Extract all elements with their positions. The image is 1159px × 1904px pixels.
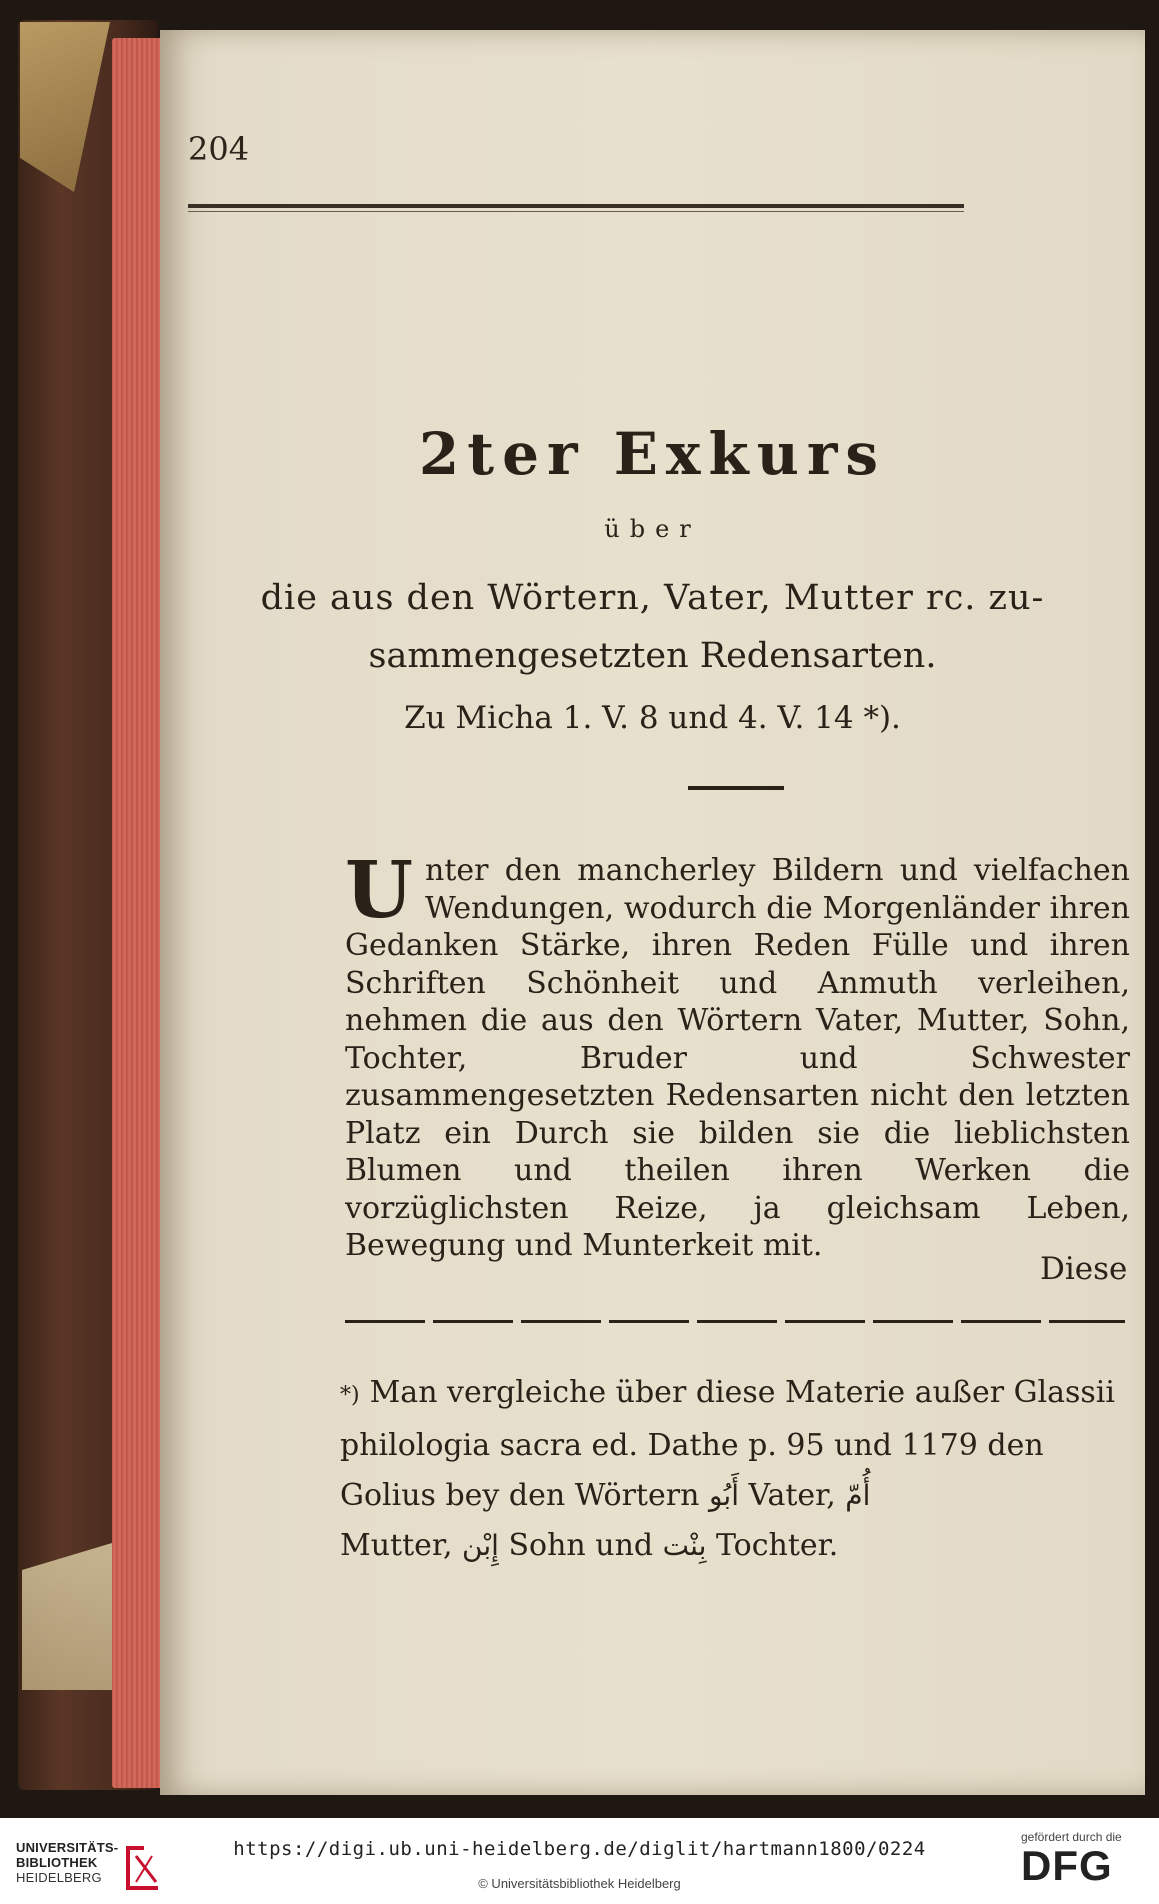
arabic-word-father: أَبُو xyxy=(708,1479,739,1512)
footnote-text-4c: Tochter. xyxy=(715,1528,839,1563)
footnote-text-4b: Sohn und xyxy=(508,1528,654,1563)
dfg-logo[interactable] xyxy=(1021,1830,1141,1888)
header-rule xyxy=(188,204,964,208)
chapter-subtitle-line2: sammengesetzten Redensarten. xyxy=(368,636,937,676)
arabic-word-daughter: بِنْت xyxy=(662,1529,707,1562)
drop-cap: U xyxy=(345,845,414,936)
chapter-reference: Zu Micha 1. V. 8 und 4. V. 14 *). xyxy=(404,700,901,736)
page-number: 204 xyxy=(188,130,250,168)
logo-text-1: UNIVERSITÄTS- xyxy=(16,1840,119,1855)
chapter-subtitle-about: über xyxy=(604,515,701,543)
chapter-subtitle-line1: die aus den Wörtern, Vater, Mutter rc. zu- xyxy=(260,578,1045,618)
footnote-line-1 xyxy=(340,1368,1130,1421)
footnote-text-3a: Golius bey den Wörtern xyxy=(340,1478,700,1513)
chapter-title: 2ter Exkurs xyxy=(418,420,887,488)
header-rule-thin xyxy=(188,211,964,212)
footnote-text-3b: Vater, xyxy=(748,1478,836,1513)
footnote-marker: *) xyxy=(340,1383,360,1408)
main-paragraph xyxy=(345,845,1130,1265)
footnote-line-4 xyxy=(340,1521,1130,1571)
footnote-rule xyxy=(345,1320,1125,1323)
catchword: Diese xyxy=(1040,1251,1128,1287)
permalink-url[interactable]: https://digi.ub.uni-heidelberg.de/diglit/hartmann1800/0224 xyxy=(233,1838,926,1860)
footnote-text-4a: Mutter, xyxy=(340,1528,453,1563)
footnote-text-1: Man vergleiche über diese Materie außer Glassii xyxy=(369,1375,1115,1410)
page-edges xyxy=(112,38,164,1788)
funded-by-label: gefördert durch die xyxy=(1021,1830,1122,1844)
paragraph-text: nter den mancherley Bildern und vielfachen Wendungen, wodurch die Morgenländer ihren Gedanken Stärke, ihren Reden Fülle und ihren Schriften Schönheit und Anmuth verleihen, nehmen die aus den Wörtern Vater, Mutter, Sohn, Tochter, Bruder und Schwester zusammengesetzten Redensarten nicht den letzten Platz ein Durch sie bilden sie die lieblichsten Blumen und theilen ihren Werken die vorzüglichsten Reize, ja gleichsam Leben, Bewegung und Munterkeit mit. xyxy=(345,853,1130,1263)
arabic-word-mother: أُمّ xyxy=(845,1479,871,1512)
arabic-word-son: إِبْن xyxy=(462,1529,499,1562)
section-divider xyxy=(688,786,784,790)
dfg-wordmark: DFG xyxy=(1021,1842,1113,1889)
footnote-text-2: philologia sacra ed. Dathe p. 95 und 1179 den xyxy=(340,1428,1044,1463)
logo-text-2: BIBLIOTHEK xyxy=(16,1855,98,1870)
footnote-line-3 xyxy=(340,1471,1130,1521)
logo-text-3: HEIDELBERG xyxy=(16,1870,102,1885)
footnote-line-2 xyxy=(340,1421,1130,1471)
footnote xyxy=(340,1368,1130,1571)
viewer-footer xyxy=(0,1818,1159,1904)
copyright-notice: © Universitätsbibliothek Heidelberg xyxy=(478,1876,681,1891)
